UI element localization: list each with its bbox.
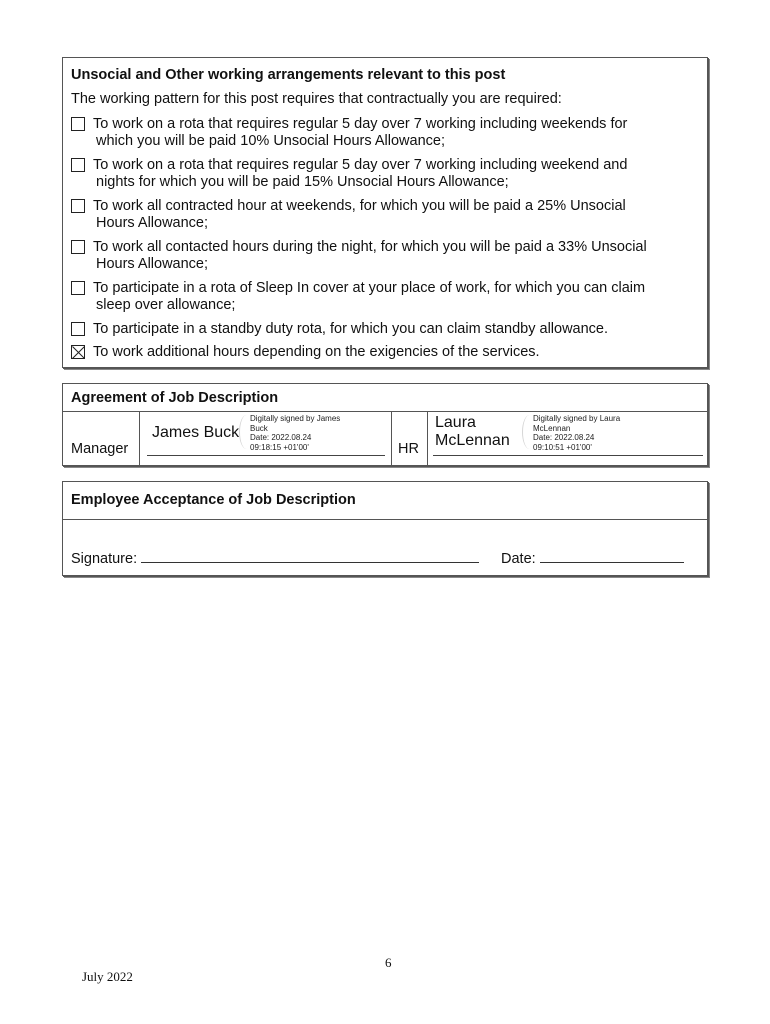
section-header (63, 384, 707, 412)
unsocial-arrangements-section: Unsocial and Other working arrangements relevant to this post The working pattern for this post requires that contractually you are required: To work on a rota that requires regular 5 day over 7 working including weekends for which you will be paid 10% Unsocial Hours Allowance; To work on a rota that requires regular 5 day over 7 working including weekend and nights for which you will be paid 15% Unsocial Hours Allowance; To work all contracted hour at weekends, for which you will be paid a 25% Unsocial Hours Allowance; To work all contacted hours during the night, for which you will be paid a 33% Unsocial Hours Allowance; To participate in a rota of Sleep In cover at your place of work, for which you can claim sleep over allowance; To participate in a standby duty rota, for which you can claim standby allowance. To work additional hours depending on the exigencies of the services. (62, 57, 708, 368)
hr-signature-line[interactable] (433, 455, 703, 456)
checkbox[interactable] (71, 281, 85, 295)
divider (427, 411, 428, 465)
date-line[interactable] (540, 550, 684, 563)
checkbox[interactable] (71, 240, 85, 254)
section-title: Agreement of Job Description (71, 390, 279, 406)
agreement-section (62, 383, 708, 466)
signature-line[interactable] (141, 550, 479, 563)
checkbox[interactable] (71, 322, 85, 336)
checkbox[interactable] (71, 199, 85, 213)
manager-label: Manager (71, 441, 129, 457)
manager-digital-signature: Digitally signed by James Buck Date: 2022.08.24 09:18:15 +01'00' (250, 414, 341, 452)
divider (391, 411, 392, 465)
signature-label: Signature: (71, 551, 138, 567)
manager-signature-name: James Buck (152, 424, 240, 441)
section-intro: The working pattern for this post requires that contractually you are required: (71, 91, 562, 107)
hr-signature-name: Laura McLennan (435, 414, 510, 449)
checkbox-checked[interactable] (71, 345, 85, 359)
checkbox[interactable] (71, 158, 85, 172)
date-label: Date: (501, 551, 536, 567)
divider (139, 411, 140, 465)
date-field[interactable] (501, 550, 684, 567)
checkbox[interactable] (71, 117, 85, 131)
footer-date: July 2022 (82, 969, 133, 984)
manager-signature-line[interactable] (147, 455, 385, 456)
employee-acceptance-section (62, 481, 708, 576)
hr-digital-signature: Digitally signed by Laura McLennan Date: 2022.08.24 09:10:51 +01'00' (533, 414, 621, 452)
section-title: Unsocial and Other working arrangements relevant to this post (71, 67, 506, 83)
section-header (63, 482, 707, 520)
hr-label: HR (398, 441, 419, 457)
section-title: Employee Acceptance of Job Description (71, 492, 356, 508)
signature-field[interactable] (71, 550, 479, 567)
page-number: 6 (385, 955, 392, 970)
